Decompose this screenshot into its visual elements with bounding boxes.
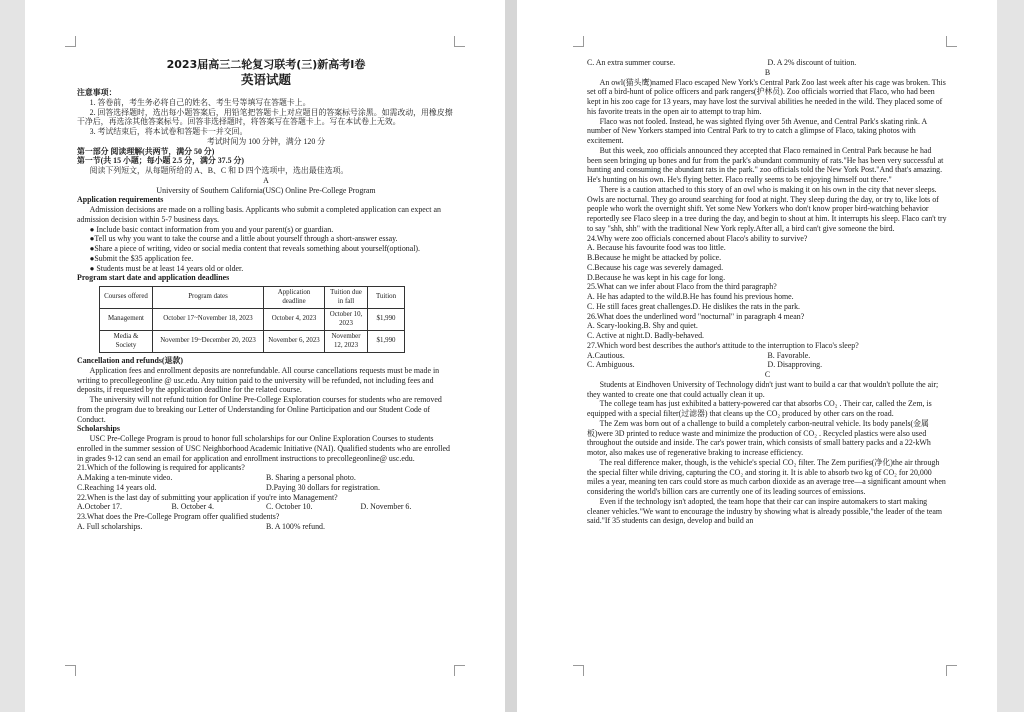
passage-letter: A <box>263 175 269 185</box>
bullet-item: ●Tell us why you want to take the course and a little about yourself through a short-answer essay. <box>89 234 398 244</box>
options <box>77 522 455 532</box>
options <box>77 502 455 512</box>
page-1-content <box>77 58 455 532</box>
bullet-item: ●Submit the $35 application fee. <box>89 253 194 263</box>
option: A.Cautious. <box>587 350 625 360</box>
option: B. October 4. <box>171 502 215 512</box>
exam-subtitle: 英语试题 <box>240 72 291 87</box>
paragraph: An owl(猫头鹰)named Flaco escaped New York's Central Park Zoo last week after his cage was broken. This set off a bird-hunt of police officers and park rangers(护林员). Zoo officials worried that Flaco, who had been kept in his zoo cage for 13 years, may have lost the survival abilities he needed in the wild. They placed some of his favorite treats in the open air to attempt to trap him. <box>587 77 946 116</box>
paragraph: But this week, zoo officials announced they accepted that Flaco remained in Central Park because he had been seen bringing up bones and fur from the park's abundant community of rats."He has been very successful at hunting and consuming the abundant rats in the park." zoo officials told the New York Post."And that's amazing. He's hunting on his own. He's flying better. Flaco really seems to be enjoying himself out there." <box>587 145 944 184</box>
exam-title: 2023届高三二轮复习联考(三)新高考Ⅰ卷 <box>166 58 366 71</box>
options <box>587 58 948 68</box>
option: A. Scary-looking.B. Shy and quiet. <box>587 321 698 331</box>
crop-mark <box>454 36 465 47</box>
table-cell: November 19~December 20, 2023 <box>153 331 264 353</box>
options <box>77 473 455 483</box>
table-header: Program dates <box>153 287 264 309</box>
crop-mark <box>454 665 465 676</box>
paragraph: The real difference maker, though, is the vehicle's special CO₂ filter. The Zem purifies(净化)the air through the special filter while driving, capturing the CO₂ and storing it. It is able to absorb two kg of CO₂ for 20,000 miles a year, meaning ten cars could store as much carbon dioxide as an average tree—a significant amount when considering the world's billion cars are currently one of its leading sources of emissions. <box>587 457 946 496</box>
notes-heading: 注意事项： <box>77 88 117 97</box>
paragraph: The university will not refund tuition for Online Pre-College Exploration courses for students who are removed from the program due to breaking our Letter of Understanding for Online Participation and our Student Code of Conduct. <box>77 395 442 424</box>
option: B. A 100% refund. <box>266 521 325 531</box>
note-item: 2. 回答选择题时，选出每小题答案后，用铅笔把答题卡上对应题目的答案标号涂黑。如需改动，用橡皮擦干净后，再选涂其他答案标号。回答非选择题时，将答案写在答题卡上。写在本试卷上无效。 <box>77 107 453 127</box>
question-21: 21.Which of the following is required for applicants? <box>77 463 245 473</box>
time-line: 考试时间为 100 分钟，满分 120 分 <box>206 136 326 146</box>
option: C. Active at night.D. Badly-behaved. <box>587 331 705 340</box>
program-table <box>99 286 405 353</box>
option: A. Because his favourite food was too little. <box>587 243 726 253</box>
section-heading: Application requirements <box>77 195 164 205</box>
option: C. October 10. <box>266 502 313 512</box>
instructions: 阅读下列短文，从每题所给的 A、B、C 和 D 四个选项中，选出最佳选项。 <box>89 166 349 175</box>
passage-title: University of Southern California(USC) Online Pre-College Program <box>156 185 376 195</box>
options <box>77 483 455 493</box>
crop-mark <box>65 36 76 47</box>
section-heading: Cancellation and refunds(退款) <box>77 356 183 365</box>
table-header: Tuition due in fall <box>325 287 368 309</box>
crop-mark <box>65 665 76 676</box>
option: C.Because his cage was severely damaged. <box>587 262 724 272</box>
option: A. He has adapted to the wild.B.He has found his previous home. <box>587 292 794 301</box>
options <box>587 351 948 361</box>
bullet-item: ● Students must be at least 14 years old or older. <box>89 263 244 273</box>
note-item: 3. 考试结束后，将本试卷和答题卡一并交回。 <box>89 127 248 136</box>
option: D. Disapproving. <box>767 360 823 370</box>
paragraph: Admission decisions are made on a rolling basis. Applicants who submit a completed application can expect an admission decision within 5-7 business days. <box>77 205 441 224</box>
document-page-1 <box>25 0 505 712</box>
option: C. Ambiguous. <box>587 360 635 370</box>
table-cell: October 10, 2023 <box>325 309 368 331</box>
question-25: 25.What can we infer about Flaco from the third paragraph? <box>587 282 777 292</box>
option: B.Because he might be attacked by police. <box>587 253 722 262</box>
option: A.October 17. <box>77 502 122 512</box>
option: D. A 2% discount of tuition. <box>767 58 857 67</box>
bullet-item: ●Share a piece of writing, video or social media content that reveals something about yourself(optional). <box>89 244 420 253</box>
table-row <box>100 309 405 331</box>
question-22: 22.When is the last day of submitting your application if you're into Management? <box>77 492 338 502</box>
table-cell: Media & Society <box>100 331 153 353</box>
option: B. Favorable. <box>767 350 811 360</box>
passage-letter: C <box>764 370 771 379</box>
crop-mark <box>573 36 584 47</box>
page-2-content <box>587 58 948 526</box>
part-heading: 第一部分 阅读理解(共两节，满分 50 分) <box>77 146 215 156</box>
table-cell: Management <box>100 309 153 331</box>
option: D. November 6. <box>360 502 412 512</box>
table-cell: October 17~November 18, 2023 <box>153 309 264 331</box>
option: D.Paying 30 dollars for registration. <box>266 482 380 492</box>
option: D.Because he was kept in his cage for long. <box>587 272 726 282</box>
crop-mark <box>946 665 957 676</box>
option: A. Full scholarships. <box>77 521 143 531</box>
option: C. An extra summer course. <box>587 58 676 67</box>
question-24: 24.Why were zoo officials concerned about Flaco's ability to survive? <box>587 233 808 243</box>
options <box>587 360 948 370</box>
passage-letter: B <box>764 67 771 77</box>
question-27: 27.Which word best describes the author's attitude to the interruption to Flaco's sleep? <box>587 340 859 350</box>
option: B. Sharing a personal photo. <box>266 473 356 482</box>
paragraph: Even if the technology isn't adopted, the team hope that their car can inspire automakers to start making cleaner vehicles."We want to encourage the industry by showing what is already possible,"the leader of the team said."If 35 students can design, develop and build an <box>587 496 943 526</box>
section-heading: Program start date and application deadlines <box>77 273 230 283</box>
question-23: 23.What does the Pre-College Program offer qualified students? <box>77 512 280 521</box>
table-cell: $1,990 <box>368 331 405 353</box>
paragraph: USC Pre-College Program is proud to honor full scholarships for our Online Exploration Courses to students enrolled in the summer session of USC Neighborhood Academic Initiative (NAI). Qualified students who are enrolled in grades 9-12 can send an email for application and enrollment instructions to precollegeonline@ usc.edu. <box>77 434 450 463</box>
crop-mark <box>573 665 584 676</box>
table-header: Tuition <box>368 287 405 309</box>
table-row <box>100 331 405 353</box>
paragraph: Application fees and enrollment deposits are nonrefundable. All course cancellations requests must be made in writing to precollegeonline @ usc.edu. Any tuition paid to the university will be refunded, not including fees and deposits, if requested by the application deadline for the related course. <box>77 365 440 395</box>
option: C.Reaching 14 years old. <box>77 482 157 492</box>
paragraph: Flaco was not fooled. Instead, he was sighted flying over 5th Avenue, and Central Park's skating rink. A number of New Yorkers stamped into Central Park to try to catch a glimpse of Flaco, taking photos with excitement. <box>587 116 927 145</box>
table-header: Application deadline <box>264 287 325 309</box>
paragraph: The Zem was born out of a challenge to build a completely carbon-neutral vehicle. Its body panels(金属板)were 3D printed to reduce waste and minimize the production of CO₂ . Recycled plastics were also used throughout the outside and inside. The car's power train, which consists of small battery packs and a 22-kWh motor, also makes use of regenerative braking to increase efficiency. <box>587 418 931 457</box>
table-cell: November 6, 2023 <box>264 331 325 353</box>
section-heading: 第一节(共 15 小题；每小题 2.5 分，满分 37.5 分) <box>77 156 245 166</box>
table-cell: November 12, 2023 <box>325 331 368 353</box>
question-26: 26.What does the underlined word "nocturnal" in paragraph 4 mean? <box>587 311 805 321</box>
table-cell: October 4, 2023 <box>264 309 325 331</box>
table-cell: $1,990 <box>368 309 405 331</box>
page-gap <box>505 0 517 712</box>
bullet-item: ● Include basic contact information from you and your parent(s) or guardian. <box>89 224 334 234</box>
note-item: 1. 答卷前，考生务必将自己的姓名、考生号等填写在答题卡上。 <box>89 97 311 107</box>
paragraph: Students at Eindhoven University of Technology didn't just want to build a car that wouldn't pollute the air; they wanted to create one that could actually clean it up. <box>587 379 939 399</box>
table-header-row <box>100 287 405 309</box>
document-page-2 <box>517 0 997 712</box>
option: A.Making a ten-minute video. <box>77 473 173 482</box>
paragraph: There is a caution attached to this story of an owl who is making it on his own in the city that never sleeps. Owls are nocturnal. They go around searching for food at night. They sleep during the day, or try to, like lots of people who work the overnight shift. Yet some New Yorkers who don't know proper bird-watching behavior reportedly see Flaco sleep in a tree during the day, and begin to shout at him. It interrupts his sleep. Flaco can't try to say "shh, shh" with the traditional New York reply.After all, a bird can't give someone the bird. <box>587 184 947 233</box>
crop-mark <box>946 36 957 47</box>
table-header: Courses offered <box>100 287 153 309</box>
section-heading: Scholarships <box>77 424 120 434</box>
option: C. He still faces great challenges.D. He dislikes the rats in the park. <box>587 301 800 311</box>
paragraph: The college team has just exhibited a battery-powered car that absorbs CO₂ . Their car, called the Zem, is equipped with a special filter(过滤器) that cleans up the CO₂ produced by other cars on the road. <box>587 399 932 418</box>
